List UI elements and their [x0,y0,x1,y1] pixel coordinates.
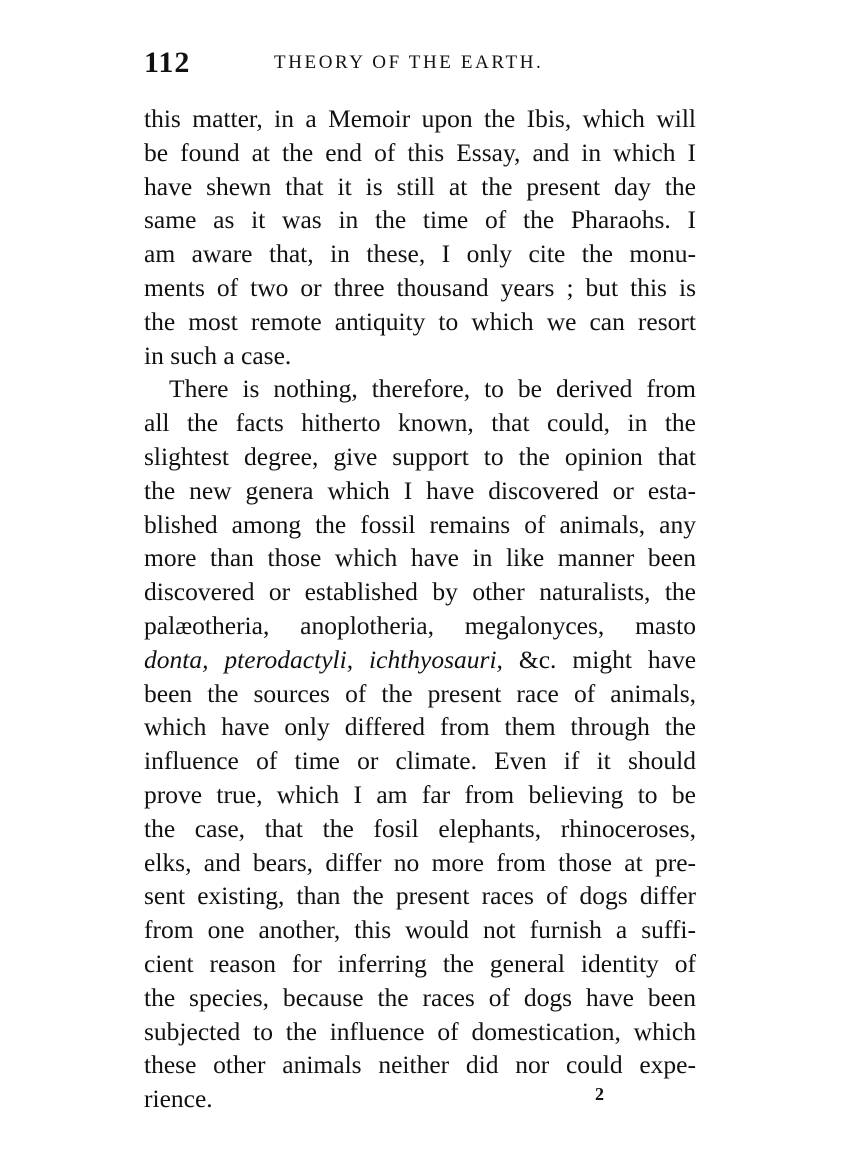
text-line: the new genera which I have discovered or esta- [144,475,696,505]
text-line: elks, and bears, differ no more from those at pre- [144,847,696,877]
text-line: these other animals neither did nor could expe- [144,1050,696,1080]
signature-mark: 2 [595,1084,604,1104]
text-line: influence of time or climate. Even if it should [144,746,696,776]
running-title: THEORY OF THE EARTH. [274,52,544,73]
text-line: the species, because the races of dogs have been [144,982,696,1012]
page-number: 112 [144,46,191,79]
text-line: the case, that the fosil elephants, rhinoceroses, [144,813,696,843]
text-line: in such a case. [144,340,292,370]
text-line-italic: palæotheria, anoplotheria, megalonyces, masto [144,610,696,640]
text-line: subjected to the influence of domestication, which [144,1016,696,1046]
text-line: more than those which have in like manner been [144,543,696,573]
text-line: am aware that, in these, I only cite the monu- [144,239,696,269]
text-line: be found at the end of this Essay, and in which I [144,137,696,167]
text-line-mixed [144,643,696,677]
text-line: discovered or established by other naturalists, the [144,577,696,607]
text: &c. might have [518,644,697,674]
text-line: cient reason for inferring the general identity of [144,948,696,978]
text-line: have shewn that it is still at the present day the [144,171,696,201]
text-line-paragraph-start: There is nothing, therefore, to be derived from [169,374,696,404]
text-line: sent existing, than the present races of dogs differ [144,881,696,911]
text-line: ments of two or three thousand years ; but this is [144,272,696,302]
text-line: slightest degree, give support to the opinion that [144,441,696,471]
text-line: been the sources of the present race of animals, [144,678,696,708]
page-header [144,46,696,80]
italic-text: donta, pterodactyli, ichthyosauri, [144,644,503,674]
text-line: all the facts hitherto known, that could, in the [144,408,696,438]
body-text [144,102,696,1116]
text-line: which have only differed from them through the [144,712,696,742]
text-line: prove true, which I am far from believing to be [144,779,696,809]
text-line: same as it was in the time of the Pharaohs. I [144,205,696,235]
text-line: rience. [144,1084,213,1114]
text-line: the most remote antiquity to which we can resort [144,306,696,336]
text-line: this matter, in a Memoir upon the Ibis, which will [144,104,696,133]
text-line: from one another, this would not furnish a suffi- [144,915,696,945]
text-line: blished among the fossil remains of animals, any [144,509,696,539]
